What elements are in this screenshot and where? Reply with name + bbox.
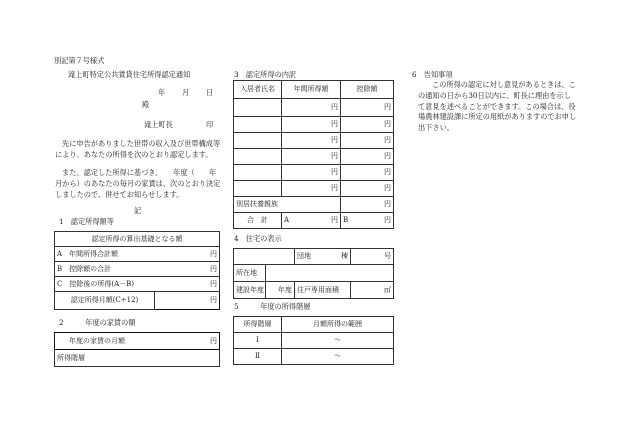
dependent-row: 別居扶養親族 円: [234, 197, 394, 213]
document-title: 滝上町特定公共賃貸住宅所得認定通知: [68, 70, 191, 79]
table-row: 円 円: [234, 181, 394, 197]
income-bracket-row: 所得階層: [55, 350, 220, 367]
table-row: 円 円: [234, 117, 394, 133]
section-3-heading: 3 認定所得の内訳: [234, 70, 297, 79]
table-row: 円 円: [234, 133, 394, 149]
table-row: 円 円: [234, 149, 394, 165]
form-number: 別記第７号様式: [54, 56, 105, 65]
section-2-heading: 2 年度の家賃の額: [59, 318, 136, 327]
table-row: 所得階層 月額所得の範囲: [234, 317, 394, 333]
table-row: A 年間所得合計額 円: [55, 247, 220, 262]
date-year: 年: [158, 88, 166, 97]
addressee-suffix: 殿: [142, 100, 150, 109]
date-day: 日: [206, 88, 214, 97]
table-row: C 控除後の所得(A－B) 円: [55, 277, 220, 292]
table-row: Ⅱ ～: [234, 349, 394, 365]
monthly-income-label: 認定所得月額(C÷12): [55, 292, 155, 310]
table-row: 建設年度 年度 住戸専用面積 ㎡: [234, 282, 394, 299]
table-row: B 控除額の合計 円: [55, 262, 220, 277]
income-breakdown-table: [233, 80, 394, 229]
section-4-heading: 4 住宅の表示: [234, 234, 282, 243]
section-6-heading: 6 告知事項: [412, 70, 453, 79]
total-row: 合 計 A 円 B 円: [234, 213, 394, 229]
section-5-heading: 5 年度の所得階層: [234, 302, 311, 311]
income-bracket-table: [233, 316, 394, 365]
rent-table: [54, 332, 220, 367]
section-1-heading: 1 認定所得額等: [59, 217, 114, 226]
issuer-seal: 印: [206, 120, 214, 129]
table-row: 円 円: [234, 165, 394, 181]
issuer-name: 滝上町長: [144, 120, 173, 129]
intro-paragraph-1: 先に申告がありました世帯の収入及び世帯構成等により、あなたの所得を次のとおり認定します。: [55, 139, 221, 159]
ki-mark: 記: [134, 206, 142, 215]
header-resident-name: 入居者氏名: [234, 81, 282, 99]
housing-table: [233, 248, 394, 299]
table-row: 所在地: [234, 265, 394, 282]
header-annual-income: 年間所得額: [282, 81, 341, 99]
notice-body: この所得の認定に対し意見があるときは、この通知の日から30日以内に、町長に理由を示して意見を述べることができます。この場合は、役場農林建設課に所定の用紙がありますのでお申し出下さい。: [418, 80, 577, 133]
table-row: 団地 棟 号: [234, 249, 394, 265]
income-basis-header: 認定所得の算出基礎となる額: [55, 232, 220, 247]
table-row: 円 円: [234, 99, 394, 117]
monthly-income-value: 円: [155, 292, 220, 310]
income-basis-table: [54, 231, 220, 310]
date-month: 月: [182, 88, 190, 97]
rent-row: 年度の家賃の月額 円: [55, 333, 220, 350]
table-row: Ⅰ ～: [234, 333, 394, 349]
header-deduction: 控除額: [341, 81, 394, 99]
intro-paragraph-2: また、認定した所得に基づき、 年度（ 年 月から）のあなたの毎月の家賃は、次のとおり決定しましたので、併せてお知らせします。: [55, 168, 231, 199]
